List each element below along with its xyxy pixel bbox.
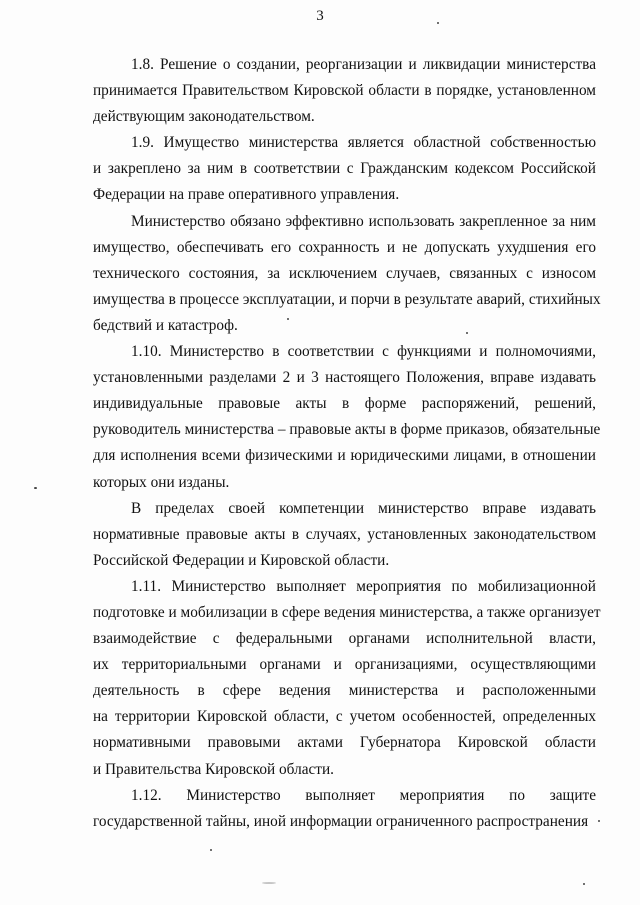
text-line: их территориальными органами и организациями, осуществляющими [93,656,596,674]
paragraph [93,339,601,496]
paragraph [93,496,596,574]
scan-speck [34,487,37,489]
text-line: взаимодействие с федеральными органами исполнительной власти, [93,630,596,648]
text-line: деятельность в сфере ведения министерства и расположенными [93,682,596,700]
text-line: действующим законодательством. [93,108,315,126]
text-line: технического состояния, за исключением случаев, связанных с износом [93,264,596,282]
scan-speck [583,883,585,885]
text-line: которых они изданы. [93,473,230,491]
text-line: подготовке и мобилизации в сфере ведения министерства, а также организует [93,603,601,621]
text-line: Российской Федерации и Кировской области. [93,551,390,569]
scan-speck [262,882,276,884]
scan-speck [210,849,212,851]
text-line: В пределах своей компетенции министерство вправе издавать [131,499,596,517]
scan-speck [466,332,468,334]
text-line: Федерации на праве оперативного управления. [93,186,400,204]
text-line: нормативными правовыми актами Губернатора Кировской области [93,734,596,752]
paragraph [93,130,596,208]
text-line: для исполнения всеми физическими и юридическими лицами, в отношении [93,447,596,465]
page-number: 3 [316,8,324,24]
text-line: руководитель министерства – правовые акты в форме приказов, обязательные [93,421,601,439]
text-line: и Правительства Кировской области. [93,760,334,778]
text-line: установленными разделами 2 и 3 настоящего Положения, вправе издавать [93,369,596,387]
text-line: имущество, обеспечивать его сохранность и не допускать ухудшения его [93,238,596,256]
text-line: 1.9. Имущество министерства является областной собственностью [131,134,596,152]
scan-speck [437,22,439,24]
text-line: и закреплено за ним в соответствии с Гражданским кодексом Российской [93,160,596,178]
text-line: бедствий и катастроф. [93,316,238,334]
text-line: на территории Кировской области, с учетом особенностей, определенных [93,708,596,726]
text-line: принимается Правительством Кировской области в порядке, установленном [93,82,596,100]
text-line: 1.10. Министерство в соответствии с функциями и полномочиями, [131,343,596,361]
paragraph [93,574,601,783]
document-body [93,52,601,835]
scan-speck [598,820,600,822]
paragraph [93,52,596,130]
text-line: государственной тайны, иной информации ограниченного распространения [93,812,589,830]
scan-speck [287,318,289,320]
paragraph [93,783,596,835]
text-line: имущества в процессе эксплуатации, и порчи в результате аварий, стихийных [93,290,601,308]
text-line: индивидуальные правовые акты в форме распоряжений, решений, [93,395,596,413]
text-line: 1.11. Министерство выполняет мероприятия по мобилизационной [131,577,596,595]
paragraph [93,209,601,339]
text-line: 1.8. Решение о создании, реорганизации и ликвидации министерства [131,56,596,73]
text-line: Министерство обязано эффективно использовать закрепленное за ним [131,212,596,230]
text-line: нормативные правовые акты в случаях, установленных законодательством [93,525,596,543]
text-line: 1.12. Министерство выполняет мероприятия по защите [131,786,596,804]
